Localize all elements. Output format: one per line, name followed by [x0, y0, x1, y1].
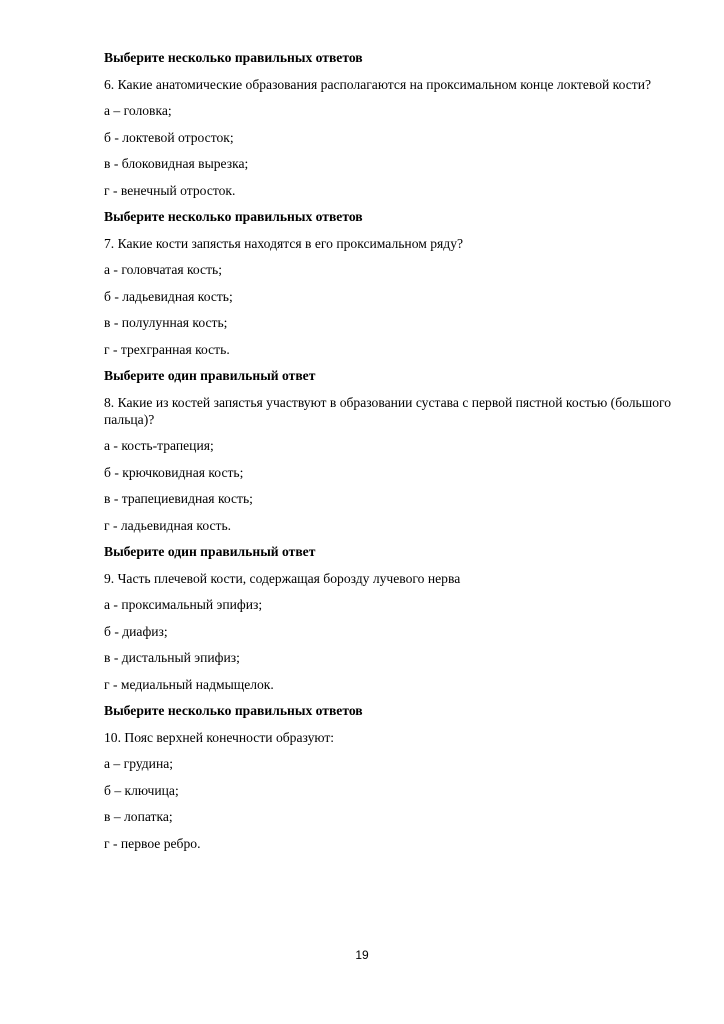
- q7-option-b: б - ладьевидная кость;: [104, 288, 233, 304]
- q9-option-d: г - медиальный надмыщелок.: [104, 676, 274, 692]
- q7-option-c: в - полулунная кость;: [104, 315, 228, 330]
- q6-option-d: г - венечный отросток.: [104, 182, 236, 198]
- q8-option-c: в - трапециевидная кость;: [104, 491, 253, 506]
- instruction-q8: Выберите один правильный ответ: [104, 368, 316, 383]
- question-10: 10. Пояс верхней конечности образуют:: [104, 729, 335, 745]
- instruction-q9: Выберите один правильный ответ: [104, 544, 316, 559]
- question-9: 9. Часть плечевой кости, содержащая борозду лучевого нерва: [104, 570, 461, 586]
- instruction-q6: Выберите несколько правильных ответов: [104, 50, 363, 65]
- instruction-q7: Выберите несколько правильных ответов: [104, 209, 363, 224]
- q6-option-c: в - блоковидная вырезка;: [104, 156, 249, 171]
- q7-option-d: г - трехгранная кость.: [104, 341, 230, 357]
- q9-option-b: б - диафиз;: [104, 623, 168, 639]
- q8-option-b: б - крючковидная кость;: [104, 464, 244, 480]
- q6-option-a: а – головка;: [104, 103, 172, 118]
- question-6: 6. Какие анатомические образования располагаются на проксимальном конце локтевой кости?: [104, 76, 652, 92]
- q8-option-d: г - ладьевидная кость.: [104, 517, 232, 533]
- q10-option-c: в – лопатка;: [104, 809, 173, 824]
- q6-option-b: б - локтевой отросток;: [104, 129, 234, 145]
- question-7: 7. Какие кости запястья находятся в его проксимальном ряду?: [104, 235, 464, 251]
- q9-option-c: в - дистальный эпифиз;: [104, 650, 240, 665]
- question-8: 8. Какие из костей запястья участвуют в образовании сустава с первой пястной костью (большого пальца)?: [104, 394, 672, 427]
- test-content: [104, 49, 674, 852]
- q10-option-b: б – ключица;: [104, 782, 179, 798]
- q8-option-a: а - кость-трапеция;: [104, 438, 214, 453]
- instruction-q10: Выберите несколько правильных ответов: [104, 703, 363, 718]
- q9-option-a: а - проксимальный эпифиз;: [104, 597, 263, 612]
- page-number: 19: [355, 948, 369, 962]
- q7-option-a: а - головчатая кость;: [104, 262, 223, 277]
- q10-option-a: а – грудина;: [104, 756, 174, 771]
- q10-option-d: г - первое ребро.: [104, 835, 201, 851]
